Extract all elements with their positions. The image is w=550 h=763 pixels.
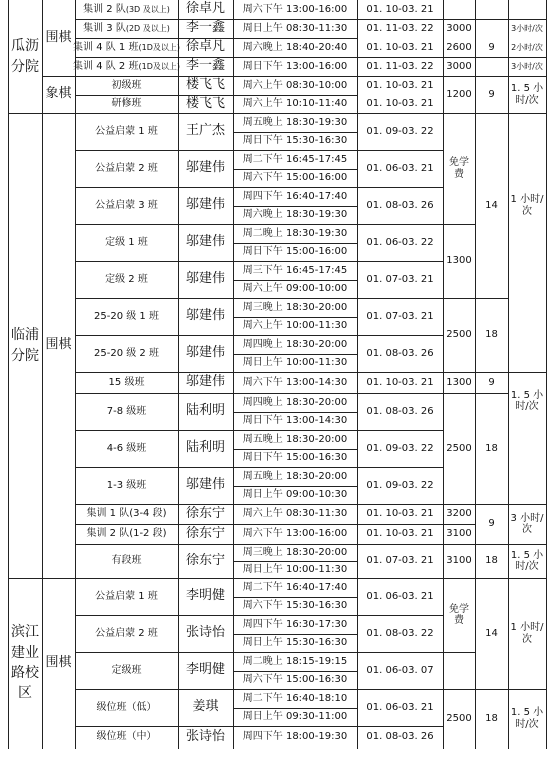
class-name: 定级 1 班 — [105, 236, 148, 248]
class-time: 周二晚上 18:15-19:15 — [242, 655, 348, 667]
teacher: 楼飞飞 — [185, 95, 225, 111]
duration: 1. 5 小时/次 — [510, 83, 544, 106]
class-name: 级位班（低） — [96, 701, 157, 713]
class-time: 周日上午 15:30-16:30 — [242, 637, 348, 649]
class-name: 4-6 级班 — [106, 442, 147, 454]
class-time: 周三晚上 18:30-20:00 — [242, 546, 348, 558]
period: 01. 08-03. 26 — [366, 731, 434, 743]
class-time: 周五晚上 18:30-20:00 — [242, 470, 348, 482]
subject-weiqi-guali: 围棋 — [45, 29, 72, 45]
class-name: 25-20 级 1 班 — [94, 310, 159, 322]
period: 01. 08-03. 22 — [366, 627, 434, 639]
class-name: 有段班 — [111, 555, 142, 567]
count: 14 — [485, 627, 498, 639]
class-label: 集训 4 队 2 班 — [73, 60, 139, 72]
class-name: 级位班（中） — [96, 731, 157, 743]
duration: 3小时/次 — [511, 61, 543, 71]
class-time: 周六上午 10:10-11:40 — [242, 98, 348, 110]
fee: 3200 — [446, 508, 472, 520]
count: 9 — [488, 41, 495, 53]
period: 01. 10-03. 21 — [366, 41, 434, 53]
count: 18 — [485, 712, 498, 724]
subject-xiangqi-guali: 象棋 — [45, 86, 72, 102]
duration: 1 小时/次 — [510, 194, 544, 217]
class-time: 周四晚上 18:30-20:00 — [242, 338, 348, 350]
fee: 3000 — [446, 60, 472, 72]
class-note: (3D 及以上) — [125, 4, 170, 14]
duration: 3 小时/次 — [510, 512, 544, 535]
class-name: 公益启蒙 2 班 — [95, 162, 158, 174]
fee: 3100 — [446, 555, 472, 567]
teacher: 邬建伟 — [185, 308, 225, 324]
class-time: 周日上午 10:00-11:30 — [242, 563, 348, 575]
fee: 3000 — [446, 22, 472, 34]
duration: 1 小时/次 — [510, 622, 544, 645]
teacher: 陆利明 — [185, 440, 225, 456]
teacher: 邬建伟 — [185, 197, 225, 213]
fee: 免学费 — [449, 157, 469, 180]
teacher: 李明健 — [185, 588, 225, 604]
period: 01. 09-03. 22 — [366, 479, 434, 491]
fee: 3100 — [446, 528, 472, 540]
teacher: 李一鑫 — [185, 58, 225, 74]
class-time: 周日下午 13:00-14:30 — [242, 415, 348, 427]
class-time: 周日下午 15:30-16:30 — [242, 135, 348, 147]
period: 01. 10-03. 21 — [366, 3, 434, 15]
class-time: 周六上午 09:00-10:00 — [242, 283, 348, 295]
class-name: 7-8 级班 — [106, 405, 147, 417]
class-name: 定级 2 班 — [105, 273, 148, 285]
class-label: 集训 3 队 — [83, 22, 126, 34]
teacher: 邬建伟 — [185, 160, 225, 176]
teacher: 徐卓凡 — [185, 39, 225, 55]
class-time: 周日下午 13:00-16:00 — [242, 60, 348, 72]
class-note: (1D及以上) — [138, 61, 180, 71]
class-time: 周六下午 15:30-16:30 — [242, 600, 348, 612]
fee: 2500 — [446, 712, 472, 724]
period: 01. 07-03. 21 — [366, 555, 434, 567]
period: 01. 11-03. 22 — [366, 22, 434, 34]
class-time: 周二下午 16:40-18:10 — [242, 692, 348, 704]
duration: 1. 5 小时/次 — [510, 389, 544, 412]
class-name: 公益启蒙 1 班 — [95, 125, 158, 137]
teacher: 徐东宁 — [185, 525, 225, 541]
class-time: 周六下午 13:00-16:00 — [242, 528, 348, 540]
duration: 1. 5 小时/次 — [510, 707, 544, 730]
period: 01. 06-03. 21 — [366, 701, 434, 713]
period: 01. 11-03. 22 — [366, 60, 434, 72]
period: 01. 08-03. 26 — [366, 405, 434, 417]
class-time: 周二晚上 18:30-19:30 — [242, 227, 348, 239]
fee: 2500 — [446, 329, 472, 341]
teacher: 张诗怡 — [185, 728, 225, 744]
class-time: 周四下午 16:40-17:40 — [242, 190, 348, 202]
class-label: 集训 2 队 — [83, 3, 126, 15]
class-time: 周日下午 15:00-16:30 — [242, 452, 348, 464]
period: 01. 08-03. 26 — [366, 347, 434, 359]
teacher: 李一鑫 — [185, 20, 225, 36]
class-time: 周四下午 18:00-19:30 — [242, 731, 348, 743]
class-name — [75, 19, 178, 38]
fee: 2600 — [446, 41, 472, 53]
teacher: 李明健 — [185, 662, 225, 678]
class-time: 周日上午 09:00-10:30 — [242, 489, 348, 501]
subject-weiqi-linpu: 围棋 — [45, 337, 72, 353]
class-time: 周六上午 10:00-11:30 — [242, 320, 348, 332]
class-name: 公益启蒙 2 班 — [95, 627, 158, 639]
class-time: 周二下午 16:40-17:40 — [242, 581, 348, 593]
count: 9 — [488, 518, 495, 530]
class-time: 周六晚上 18:40-20:40 — [242, 41, 348, 53]
class-name: 定级班 — [111, 664, 142, 676]
teacher: 楼飞飞 — [185, 77, 225, 93]
teacher: 徐东宁 — [185, 505, 225, 521]
duration: 3小时/次 — [511, 23, 543, 33]
class-time: 周四下午 16:30-17:30 — [242, 618, 348, 630]
class-time: 周四晚上 18:30-20:00 — [242, 396, 348, 408]
class-name: 1-3 级班 — [106, 479, 147, 491]
period: 01. 07-03. 21 — [366, 273, 434, 285]
class-name: 集训 1 队(3-4 段) — [86, 508, 167, 520]
class-time: 周日上午 09:30-11:00 — [242, 711, 348, 723]
class-time: 周六晚上 18:30-19:30 — [242, 209, 348, 221]
count: 18 — [485, 329, 498, 341]
class-name — [75, 38, 178, 57]
period: 01. 08-03. 26 — [366, 199, 434, 211]
teacher: 姜琪 — [192, 699, 219, 715]
period: 01. 06-03. 22 — [366, 236, 434, 248]
period: 01. 10-03. 21 — [366, 79, 434, 91]
teacher: 邬建伟 — [185, 374, 225, 390]
period: 01. 07-03. 21 — [366, 310, 434, 322]
class-time: 周六下午 13:00-14:30 — [242, 376, 348, 388]
period: 01. 10-03. 21 — [366, 376, 434, 388]
teacher: 徐东宁 — [185, 552, 225, 568]
class-time: 周日上午 10:00-11:30 — [242, 357, 348, 369]
class-time: 周五晚上 18:30-19:30 — [242, 116, 348, 128]
class-name: 集训 2 队(1-2 段) — [86, 528, 167, 540]
class-time: 周二下午 16:45-17:45 — [242, 153, 348, 165]
class-time: 周五晚上 18:30-20:00 — [242, 433, 348, 445]
class-name: 初级班 — [111, 79, 142, 91]
teacher: 陆利明 — [185, 403, 225, 419]
period: 01. 10-03. 21 — [366, 528, 434, 540]
teacher: 张诗怡 — [185, 625, 225, 641]
class-time: 周六下午 15:00-16:30 — [242, 674, 348, 686]
fee: 1300 — [446, 376, 472, 388]
teacher: 王广杰 — [185, 123, 225, 139]
class-time: 周三下午 16:45-17:45 — [242, 264, 348, 276]
class-time: 周六上午 08:30-11:30 — [242, 508, 348, 520]
teacher: 邬建伟 — [185, 477, 225, 493]
class-note: (2D 及以上) — [125, 23, 170, 33]
period: 01. 10-03. 21 — [366, 98, 434, 110]
campus-guali: 瓜沥分院 — [11, 38, 39, 75]
class-name: 研修班 — [111, 98, 142, 110]
period: 01. 06-03. 21 — [366, 590, 434, 602]
class-label: 集训 4 队 1 班 — [73, 41, 139, 53]
teacher: 邬建伟 — [185, 234, 225, 250]
campus-linpu: 临浦分院 — [11, 327, 39, 364]
class-name — [75, 57, 178, 76]
period: 01. 09-03. 22 — [366, 125, 434, 137]
class-time: 周三晚上 18:30-20:00 — [242, 301, 348, 313]
duration: 1. 5 小时/次 — [510, 549, 544, 572]
period: 01. 06-03. 21 — [366, 162, 434, 174]
class-time: 周日上午 08:30-11:30 — [242, 22, 348, 34]
fee: 2500 — [446, 442, 472, 454]
class-name: 15 级班 — [108, 376, 145, 388]
teacher: 邬建伟 — [185, 271, 225, 287]
period: 01. 09-03. 22 — [366, 442, 434, 454]
class-time: 周日下午 15:00-16:00 — [242, 246, 348, 258]
class-time: 周六下午 15:00-16:00 — [242, 172, 348, 184]
class-name: 公益启蒙 1 班 — [95, 590, 158, 602]
class-name: 公益启蒙 3 班 — [95, 199, 158, 211]
class-name — [75, 0, 178, 19]
period: 01. 10-03. 21 — [366, 508, 434, 520]
class-name: 25-20 级 2 班 — [94, 347, 159, 359]
duration: 2小时/次 — [511, 42, 543, 52]
count: 9 — [488, 376, 495, 388]
teacher: 邬建伟 — [185, 345, 225, 361]
teacher: 徐卓凡 — [185, 1, 225, 17]
campus-binjiang: 滨江建业路校区 — [11, 624, 39, 702]
class-note: (1D及以上) — [138, 42, 180, 52]
class-time: 周六下午 13:00-16:00 — [242, 3, 348, 15]
fee: 1300 — [446, 255, 472, 267]
count: 14 — [485, 199, 498, 211]
fee: 免学费 — [449, 603, 469, 626]
period: 01. 06-03. 07 — [366, 664, 434, 676]
count: 18 — [485, 555, 498, 567]
count: 18 — [485, 442, 498, 454]
count: 9 — [488, 88, 495, 100]
class-time: 周六上午 08:30-10:00 — [242, 79, 348, 91]
fee: 1200 — [446, 88, 472, 100]
subject-weiqi-binjiang: 围棋 — [45, 654, 72, 670]
